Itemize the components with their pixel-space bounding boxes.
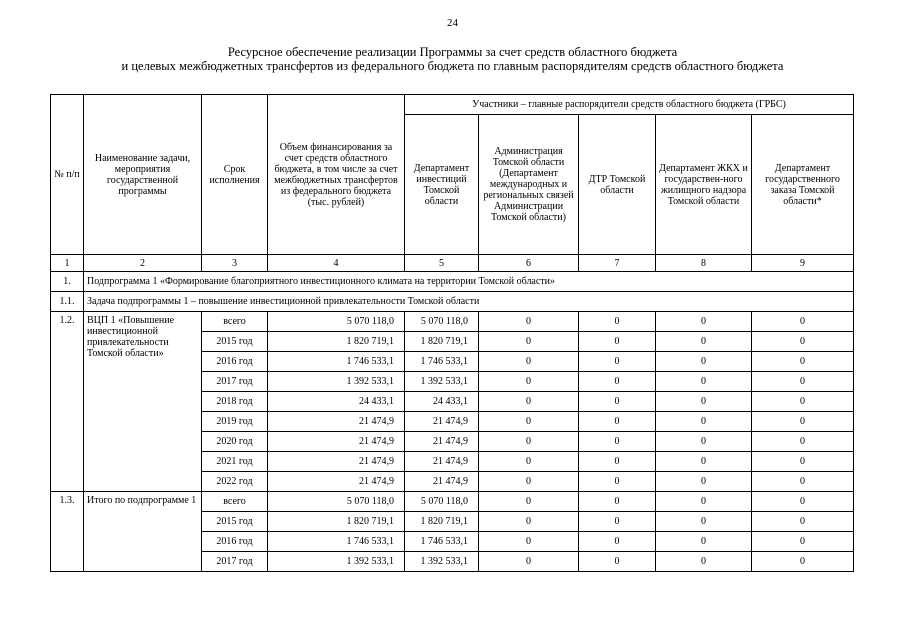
header-term: Срок исполнения: [202, 95, 268, 255]
participant-1-cell: 1 746 533,1: [405, 352, 479, 372]
participant-2-cell: 0: [479, 472, 579, 492]
header-participant-3: ДТР Томской области: [579, 115, 656, 255]
participant-1-cell: 21 474,9: [405, 472, 479, 492]
participant-2-cell: 0: [479, 412, 579, 432]
participant-4-cell: 0: [656, 352, 752, 372]
participant-3-cell: 0: [579, 452, 656, 472]
participant-5-cell: 0: [752, 432, 854, 452]
participant-2-cell: 0: [479, 532, 579, 552]
volume-cell: 1 746 533,1: [268, 352, 405, 372]
participant-1-cell: 1 820 719,1: [405, 512, 479, 532]
volume-cell: 24 433,1: [268, 392, 405, 412]
participant-1-cell: 21 474,9: [405, 452, 479, 472]
term-cell: 2020 год: [202, 432, 268, 452]
participant-4-cell: 0: [656, 452, 752, 472]
volume-cell: 1 820 719,1: [268, 332, 405, 352]
term-cell: 2018 год: [202, 392, 268, 412]
participant-3-cell: 0: [579, 472, 656, 492]
participant-5-cell: 0: [752, 312, 854, 332]
volume-cell: 21 474,9: [268, 432, 405, 452]
section-row: [51, 272, 854, 292]
page-number: 24: [447, 17, 458, 29]
participant-4-cell: 0: [656, 432, 752, 452]
term-cell: 2022 год: [202, 472, 268, 492]
column-number: 2: [84, 255, 202, 272]
participant-5-cell: 0: [752, 352, 854, 372]
participant-2-cell: 0: [479, 432, 579, 452]
volume-cell: 5 070 118,0: [268, 312, 405, 332]
term-cell: 2015 год: [202, 332, 268, 352]
participant-3-cell: 0: [579, 412, 656, 432]
volume-cell: 21 474,9: [268, 472, 405, 492]
participant-5-cell: 0: [752, 372, 854, 392]
participant-1-cell: 5 070 118,0: [405, 492, 479, 512]
section-text: Подпрограмма 1 «Формирование благоприятного инвестиционного климата на территории Томской области»: [84, 272, 854, 292]
row-no: 1.3.: [51, 492, 84, 572]
document-title: [0, 45, 905, 73]
participant-2-cell: 0: [479, 352, 579, 372]
participant-5-cell: 0: [752, 492, 854, 512]
participant-1-cell: 1 820 719,1: [405, 332, 479, 352]
participant-4-cell: 0: [656, 492, 752, 512]
header-participant-2: Администрация Томской области (Департамент международных и региональных связей Администрации Томской области): [479, 115, 579, 255]
header-name: Наименование задачи, мероприятия государственной программы: [84, 95, 202, 255]
participant-5-cell: 0: [752, 532, 854, 552]
task-row: [51, 292, 854, 312]
participant-4-cell: 0: [656, 532, 752, 552]
column-number: 7: [579, 255, 656, 272]
participant-3-cell: 0: [579, 392, 656, 412]
participant-2-cell: 0: [479, 452, 579, 472]
participant-3-cell: 0: [579, 512, 656, 532]
participant-4-cell: 0: [656, 472, 752, 492]
participant-3-cell: 0: [579, 352, 656, 372]
title-line-2: и целевых межбюджетных трансфертов из федерального бюджета по главным распорядителям средств областного бюджета: [121, 59, 784, 73]
row-name: ВЦП 1 «Повышение инвестиционной привлекательности Томской области»: [84, 312, 202, 492]
participant-5-cell: 0: [752, 452, 854, 472]
participant-3-cell: 0: [579, 312, 656, 332]
header-no: № п/п: [51, 95, 84, 255]
column-number: 6: [479, 255, 579, 272]
participant-5-cell: 0: [752, 412, 854, 432]
term-cell: 2019 год: [202, 412, 268, 432]
participant-3-cell: 0: [579, 372, 656, 392]
participant-2-cell: 0: [479, 332, 579, 352]
column-number: 1: [51, 255, 84, 272]
resource-table: [50, 94, 854, 572]
participant-4-cell: 0: [656, 372, 752, 392]
participant-5-cell: 0: [752, 472, 854, 492]
volume-cell: 1 392 533,1: [268, 372, 405, 392]
term-cell: всего: [202, 312, 268, 332]
participant-5-cell: 0: [752, 392, 854, 412]
header-participant-1: Департамент инвестиций Томской области: [405, 115, 479, 255]
participant-2-cell: 0: [479, 552, 579, 572]
term-cell: 2015 год: [202, 512, 268, 532]
header-participant-4: Департамент ЖКХ и государствен-ного жилищного надзора Томской области: [656, 115, 752, 255]
term-cell: 2021 год: [202, 452, 268, 472]
column-number: 4: [268, 255, 405, 272]
participant-3-cell: 0: [579, 552, 656, 572]
header-participant-5: Департамент государственного заказа Томской области*: [752, 115, 854, 255]
participant-4-cell: 0: [656, 412, 752, 432]
column-number: 9: [752, 255, 854, 272]
column-number: 8: [656, 255, 752, 272]
row-no: 1.2.: [51, 312, 84, 492]
header-volume: Объем финансирования за счет средств областного бюджета, в том числе за счет межбюджетных трансфертов из федерального бюджета (тыс. рублей): [268, 95, 405, 255]
participant-4-cell: 0: [656, 552, 752, 572]
participant-2-cell: 0: [479, 512, 579, 532]
volume-cell: 21 474,9: [268, 412, 405, 432]
column-number: 3: [202, 255, 268, 272]
term-cell: 2017 год: [202, 552, 268, 572]
volume-cell: 1 746 533,1: [268, 532, 405, 552]
participant-1-cell: 5 070 118,0: [405, 312, 479, 332]
participant-1-cell: 1 392 533,1: [405, 552, 479, 572]
term-cell: 2016 год: [202, 352, 268, 372]
table-row: [51, 492, 854, 512]
header-participants: Участники – главные распорядители средств областного бюджета (ГРБС): [405, 95, 854, 115]
volume-cell: 1 820 719,1: [268, 512, 405, 532]
participant-5-cell: 0: [752, 552, 854, 572]
participant-1-cell: 1 746 533,1: [405, 532, 479, 552]
participant-1-cell: 1 392 533,1: [405, 372, 479, 392]
volume-cell: 21 474,9: [268, 452, 405, 472]
participant-1-cell: 21 474,9: [405, 432, 479, 452]
participant-3-cell: 0: [579, 532, 656, 552]
term-cell: 2016 год: [202, 532, 268, 552]
participant-2-cell: 0: [479, 312, 579, 332]
participant-3-cell: 0: [579, 332, 656, 352]
participant-3-cell: 0: [579, 432, 656, 452]
participant-4-cell: 0: [656, 312, 752, 332]
participant-3-cell: 0: [579, 492, 656, 512]
volume-cell: 5 070 118,0: [268, 492, 405, 512]
participant-2-cell: 0: [479, 372, 579, 392]
column-number: 5: [405, 255, 479, 272]
section-no: 1.: [51, 272, 84, 292]
participant-4-cell: 0: [656, 392, 752, 412]
participant-1-cell: 21 474,9: [405, 412, 479, 432]
participant-2-cell: 0: [479, 492, 579, 512]
column-number-row: [51, 255, 854, 272]
task-no: 1.1.: [51, 292, 84, 312]
table-row: [51, 312, 854, 332]
term-cell: всего: [202, 492, 268, 512]
term-cell: 2017 год: [202, 372, 268, 392]
title-line-1: Ресурсное обеспечение реализации Программы за счет средств областного бюджета: [227, 45, 678, 59]
participant-5-cell: 0: [752, 512, 854, 532]
task-text: Задача подпрограммы 1 – повышение инвестиционной привлекательности Томской области: [84, 292, 854, 312]
participant-4-cell: 0: [656, 512, 752, 532]
participant-1-cell: 24 433,1: [405, 392, 479, 412]
participant-2-cell: 0: [479, 392, 579, 412]
volume-cell: 1 392 533,1: [268, 552, 405, 572]
participant-4-cell: 0: [656, 332, 752, 352]
participant-5-cell: 0: [752, 332, 854, 352]
row-name: Итого по подпрограмме 1: [84, 492, 202, 572]
